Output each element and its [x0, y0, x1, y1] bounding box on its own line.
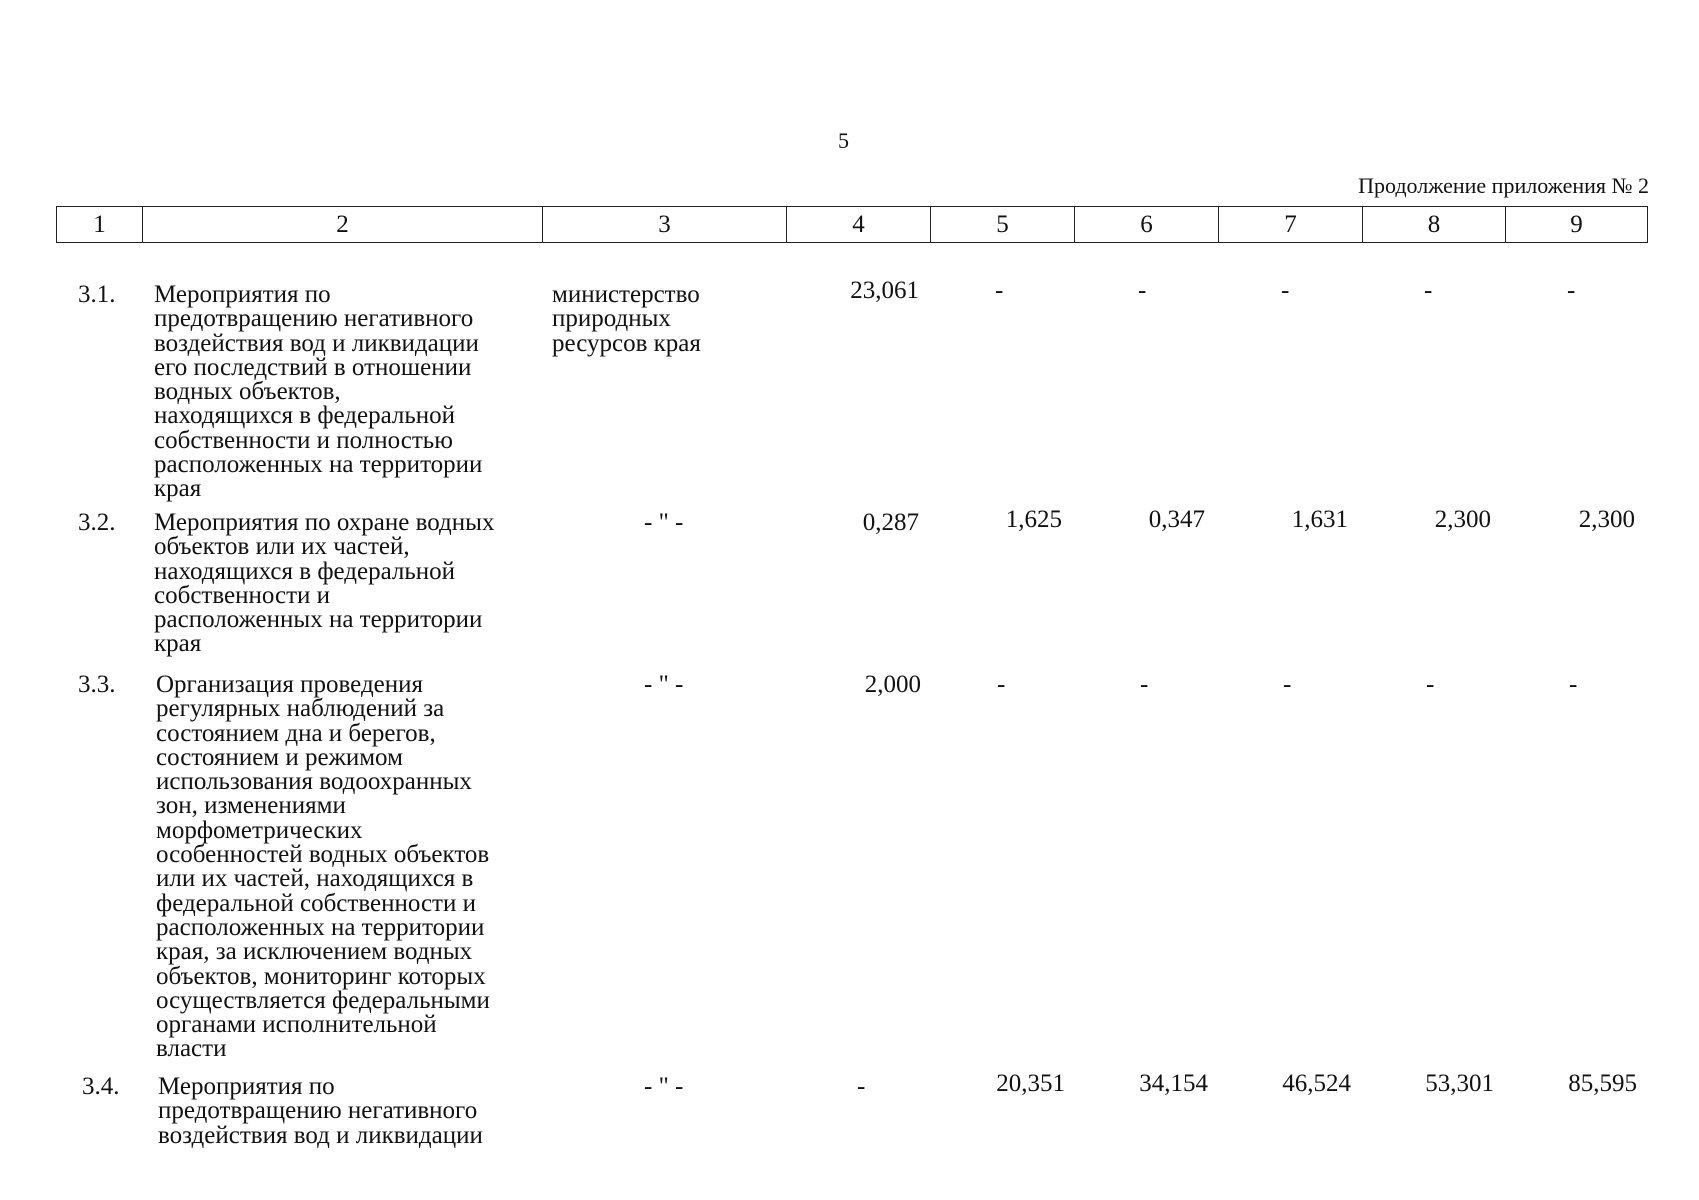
row-number: 3.3. — [78, 671, 116, 698]
value-col-4: 0,287 — [862, 509, 919, 536]
value-col-6: - — [1140, 671, 1149, 698]
value-col-8: - — [1426, 671, 1435, 698]
row-name — [154, 283, 482, 502]
row-name-line: находящихся в федеральной — [154, 557, 456, 585]
row-name-line: расположенных на территории — [154, 606, 483, 634]
value-col-6: - — [1138, 277, 1147, 304]
value-col-5: 1,625 — [1005, 506, 1062, 533]
row-name-line: или их частей, находящихся в — [156, 865, 474, 893]
row-name-line: предотвращению негативного — [158, 1097, 478, 1125]
row-name-line: края — [154, 630, 202, 658]
value-col-4: 23,061 — [850, 277, 919, 304]
row-executor-line: министерство — [552, 281, 700, 308]
row-name-line: власти — [156, 1035, 227, 1063]
header-col-2: 2 — [143, 207, 543, 243]
value-col-7: - — [1283, 671, 1292, 698]
value-col-9: - — [1567, 277, 1576, 304]
header-col-7: 7 — [1219, 207, 1363, 243]
row-name-line: края — [154, 475, 202, 503]
row-name-line: объектов, мониторинг которых — [156, 962, 486, 990]
value-col-9: 2,300 — [1578, 506, 1635, 533]
row-name-line: Мероприятия по — [158, 1073, 335, 1100]
value-col-8: 2,300 — [1434, 506, 1491, 533]
row-name-line: состоянием дна и берегов, — [156, 719, 436, 747]
row-name-line: органами исполнительной — [156, 1011, 437, 1039]
value-col-9: - — [1569, 671, 1578, 698]
row-name-line: края, за исключением водных — [156, 938, 473, 966]
value-col-5: 20,351 — [996, 1070, 1065, 1097]
header-col-6: 6 — [1075, 207, 1219, 243]
row-name-line: собственности и полностью — [154, 426, 453, 454]
row-name-line: Мероприятия по охране водных — [154, 509, 495, 536]
row-name-line: регулярных наблюдений за — [156, 695, 445, 723]
row-name-line: воздействия вод и ликвидации — [158, 1121, 483, 1149]
value-col-9: 85,595 — [1568, 1070, 1637, 1097]
row-number: 3.4. — [82, 1073, 120, 1100]
page-number: 5 — [838, 128, 849, 153]
row-executor: - " - — [644, 509, 684, 536]
row-name-line: федеральной собственности и — [156, 889, 476, 917]
value-col-7: 1,631 — [1291, 506, 1348, 533]
row-name-line: водных объектов, — [154, 378, 341, 406]
row-name-line: зон, изменениями — [156, 792, 346, 820]
row-name — [156, 673, 490, 1062]
row-name-line: объектов или их частей, — [154, 533, 410, 561]
row-name-line: особенностей водных объектов — [156, 841, 490, 869]
value-col-6: 0,347 — [1148, 506, 1205, 533]
row-name — [158, 1075, 483, 1148]
value-col-5: - — [995, 277, 1004, 304]
column-number-header — [56, 206, 1648, 243]
row-name-line: осуществляется федеральными — [156, 986, 490, 1014]
value-col-4: - — [857, 1073, 866, 1100]
row-executor-line: природных — [552, 305, 671, 333]
value-col-8: 53,301 — [1425, 1070, 1494, 1097]
value-col-7: - — [1281, 277, 1290, 304]
continuation-label: Продолжение приложения № 2 — [1358, 173, 1649, 198]
header-col-4: 4 — [787, 207, 931, 243]
row-name-line: расположенных на территории — [154, 451, 483, 479]
row-name-line: находящихся в федеральной — [154, 402, 456, 430]
row-executor-line: ресурсов края — [552, 329, 701, 357]
row-name-line: расположенных на территории — [156, 913, 485, 941]
row-name-line: воздействия вод и ликвидации — [154, 329, 479, 357]
row-name-line: Организация проведения — [156, 671, 424, 698]
value-col-7: 46,524 — [1282, 1070, 1351, 1097]
row-number: 3.2. — [78, 509, 116, 536]
row-executor: - " - — [644, 1073, 684, 1100]
row-name-line: собственности и — [154, 581, 331, 609]
header-col-1: 1 — [57, 207, 143, 243]
value-col-4: 2,000 — [864, 671, 921, 698]
row-executor — [552, 283, 701, 356]
value-col-8: - — [1424, 277, 1433, 304]
value-col-6: 34,154 — [1139, 1070, 1208, 1097]
header-col-9: 9 — [1506, 207, 1648, 243]
row-name-line: предотвращению негативного — [154, 305, 474, 333]
row-name — [154, 511, 494, 657]
row-name-line: использования водоохранных — [156, 768, 472, 796]
row-name-line: состоянием и режимом — [156, 743, 403, 771]
value-col-5: - — [997, 671, 1006, 698]
header-col-3: 3 — [543, 207, 787, 243]
row-number: 3.1. — [78, 281, 116, 308]
row-name-line: его последствий в отношении — [154, 353, 472, 381]
header-col-5: 5 — [931, 207, 1075, 243]
header-col-8: 8 — [1363, 207, 1506, 243]
row-name-line: Мероприятия по — [154, 281, 331, 308]
row-executor: - " - — [644, 671, 684, 698]
row-name-line: морфометрических — [156, 816, 363, 844]
